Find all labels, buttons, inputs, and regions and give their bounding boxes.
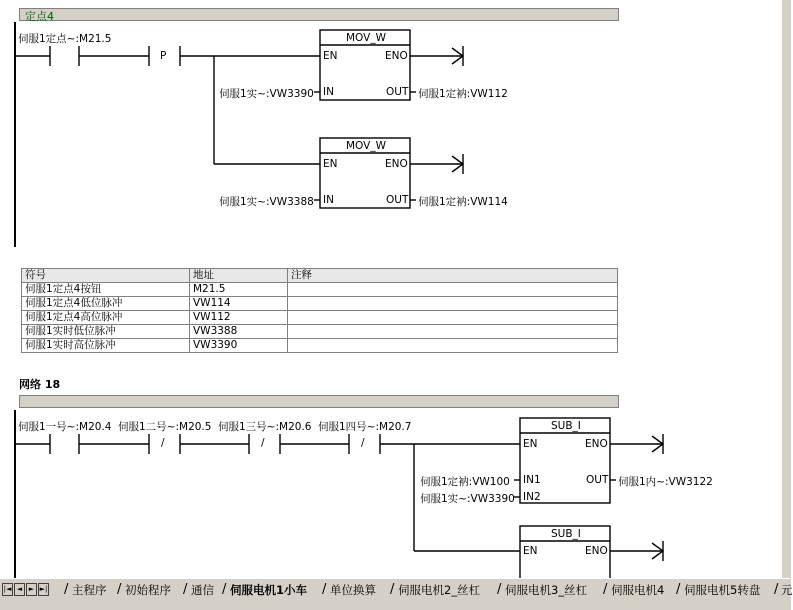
contact-label[interactable]: 伺服1二号~:M20.5 [118, 421, 212, 433]
mov-box-2-eno: ENO [385, 158, 408, 170]
tab-separator: / [183, 582, 188, 597]
tab-separator: / [497, 582, 502, 597]
contact-label[interactable]: 伺服1四号~:M20.7 [318, 421, 412, 433]
not-contact-symbol: / [261, 437, 265, 449]
mov-box-2-en: EN [323, 158, 338, 170]
first-tab-button[interactable]: |◄ [2, 583, 13, 596]
mov-box-1-in-operand[interactable]: 伺服1实~:VW3390 [219, 88, 314, 100]
comment-column-header[interactable]: 注释 [288, 269, 618, 283]
table-row[interactable] [22, 297, 618, 311]
tab-separator: / [222, 582, 227, 597]
table-row[interactable] [22, 311, 618, 325]
sub-box-1-in1: IN1 [523, 474, 541, 486]
address-column-header[interactable]: 地址 [190, 269, 288, 283]
vertical-scrollbar[interactable] [781, 0, 791, 578]
symbol-table-header [22, 269, 618, 283]
sub-box-1-out: OUT [586, 474, 609, 486]
address-cell: M21.5 [190, 283, 288, 297]
tab-main-program[interactable]: 主程序 [72, 583, 107, 597]
address-cell: VW3388 [190, 325, 288, 339]
address-cell: VW112 [190, 311, 288, 325]
sub-box-1-eno: ENO [585, 438, 608, 450]
table-row[interactable] [22, 325, 618, 339]
positive-edge-label: P [160, 50, 167, 62]
table-row[interactable] [22, 339, 618, 353]
tab-init-program[interactable]: 初始程序 [125, 583, 171, 597]
symbol-cell: 伺服1定点4按钮 [22, 283, 190, 297]
symbol-table [21, 268, 618, 353]
tab-separator: / [603, 582, 608, 597]
symbol-cell: 伺服1定点4低位脉冲 [22, 297, 190, 311]
mov-box-1-name: MOV_W [346, 32, 386, 44]
contact-label[interactable]: 伺服1三号~:M20.6 [218, 421, 312, 433]
network-18-title-bar[interactable] [19, 395, 619, 408]
mov-box-2-out: OUT [386, 194, 409, 206]
sub-box-1-name: SUB_I [551, 420, 581, 432]
sub-box-1-in1-operand[interactable]: 伺服1定衲:VW100 [420, 476, 510, 488]
mov-box-2-name: MOV_W [346, 140, 386, 152]
network-18-label[interactable]: 网络 18 [19, 378, 61, 391]
mov-box-1-out: OUT [386, 86, 409, 98]
symbol-cell: 伺服1定点4高位脉冲 [22, 311, 190, 325]
address-cell: VW3390 [190, 339, 288, 353]
mov-box-1-in: IN [323, 86, 334, 98]
comment-cell [288, 297, 618, 311]
symbol-cell: 伺服1实时低位脉冲 [22, 325, 190, 339]
sub-box-1-en: EN [523, 438, 538, 450]
tab-separator: / [322, 582, 327, 597]
tab-truncated[interactable]: 元 [781, 583, 793, 597]
comment-cell [288, 283, 618, 297]
tab-servo-motor-2-screw[interactable]: 伺服电机2_丝杠 [398, 583, 481, 597]
not-contact-symbol: / [361, 437, 365, 449]
power-rail-18 [14, 410, 16, 578]
mov-box-1-eno: ENO [385, 50, 408, 62]
comment-cell [288, 311, 618, 325]
previous-tab-button[interactable]: ◄ [14, 583, 25, 596]
sub-box-1-in2: IN2 [523, 491, 541, 503]
sub-box-2-en: EN [523, 545, 538, 557]
horizontal-scrollbar[interactable] [0, 599, 791, 609]
last-tab-button[interactable]: ►| [38, 583, 49, 596]
tab-separator: / [117, 582, 122, 597]
sub-box-2-name: SUB_I [551, 528, 581, 540]
tab-servo-motor-4[interactable]: 伺服电机4 [611, 583, 665, 597]
mov-box-2-in: IN [323, 194, 334, 206]
comment-cell [288, 325, 618, 339]
mov-box-1-en: EN [323, 50, 338, 62]
sub-box-1-in2-operand[interactable]: 伺服1实~:VW3390 [420, 493, 515, 505]
not-contact-symbol: / [161, 437, 165, 449]
tab-communication[interactable]: 通信 [191, 583, 214, 597]
network-17-title: 定点4 [25, 10, 54, 23]
sub-box-1-out-operand[interactable]: 伺服1内~:VW3122 [618, 476, 713, 488]
tab-separator: / [676, 582, 681, 597]
contact-label[interactable]: 伺服1定点~:M21.5 [18, 33, 112, 45]
mov-box-2-out-operand[interactable]: 伺服1定衲:VW114 [418, 196, 508, 208]
address-cell: VW114 [190, 297, 288, 311]
tab-unit-conversion[interactable]: 单位换算 [330, 583, 376, 597]
comment-cell [288, 339, 618, 353]
tab-separator: / [64, 582, 69, 597]
tab-separator: / [390, 582, 395, 597]
table-row[interactable] [22, 283, 618, 297]
tab-servo-motor-1-cart[interactable]: 伺服电机1小车 [230, 583, 308, 597]
sub-box-2-eno: ENO [585, 545, 608, 557]
mov-box-2-in-operand[interactable]: 伺服1实~:VW3388 [219, 196, 314, 208]
tab-servo-motor-5-turntable[interactable]: 伺服电机5转盘 [684, 583, 761, 597]
symbol-column-header[interactable]: 符号 [22, 269, 190, 283]
contact-label[interactable]: 伺服1一号~:M20.4 [18, 421, 112, 433]
tab-servo-motor-3-screw[interactable]: 伺服电机3_丝杠 [505, 583, 588, 597]
symbol-cell: 伺服1实时高位脉冲 [22, 339, 190, 353]
mov-box-1-out-operand[interactable]: 伺服1定衲:VW112 [418, 88, 508, 100]
tab-separator: / [774, 582, 779, 597]
next-tab-button[interactable]: ► [26, 583, 37, 596]
